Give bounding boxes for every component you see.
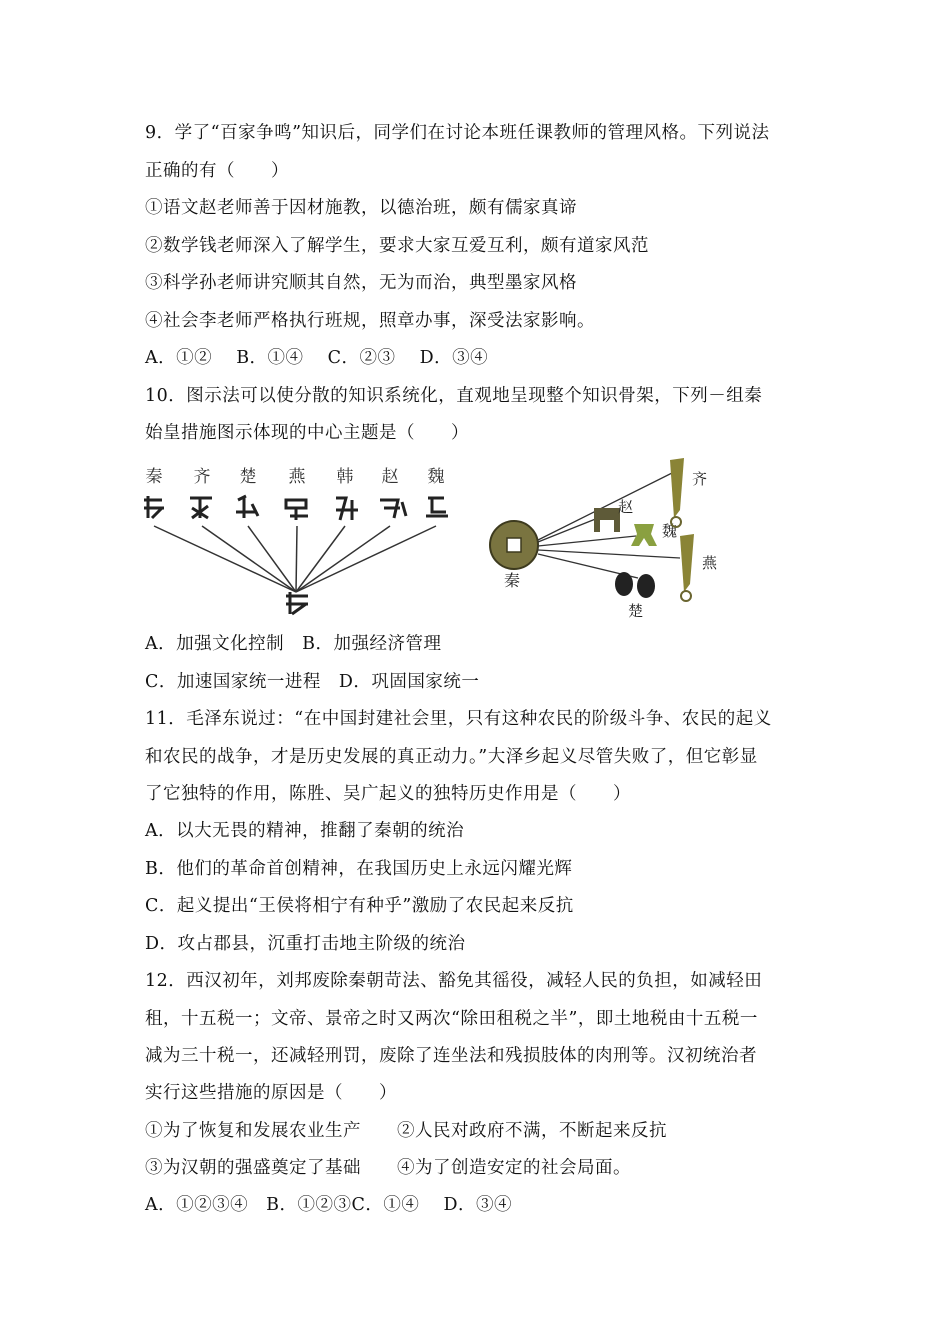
q10-answer-row2: C．加速国家统一进程 D．巩固国家统一 bbox=[145, 672, 480, 692]
q10-stem-line2: 始皇措施图示体现的中心主题是（ ） bbox=[145, 423, 469, 443]
q12-answer-choices: A．①②③④ B．①②③C．①④ D．③④ bbox=[145, 1195, 512, 1215]
glyph-unified-qin bbox=[286, 592, 308, 614]
antnose-coin-1 bbox=[615, 572, 633, 596]
glyph-han bbox=[336, 498, 358, 520]
glyph-qin bbox=[144, 496, 164, 518]
q9-answer-choices: A．①② B．①④ C．②③ D．③④ bbox=[145, 348, 489, 368]
q9-statement-1: ①语文赵老师善于因材施教，以德治班，颇有儒家真谛 bbox=[145, 198, 577, 218]
glyph-chu bbox=[236, 496, 258, 518]
q11-option-d: D．攻占郡县，沉重打击地主阶级的统治 bbox=[145, 934, 466, 954]
q9-statement-2: ②数学钱老师深入了解学生，要求大家互爱互利，颇有道家风范 bbox=[145, 236, 649, 256]
q9-statement-3: ③科学孙老师讲究顺其自然，无为而治，典型墨家风格 bbox=[145, 273, 577, 293]
coin-label-qi: 齐 bbox=[692, 470, 708, 488]
q11-option-c: C．起义提出“王侯将相宁有种乎”激励了农民起来反抗 bbox=[145, 896, 574, 916]
knife-coin-yan bbox=[680, 534, 694, 592]
q11-stem-line1: 11．毛泽东说过：“在中国封建社会里，只有这种农民的阶级斗争、农民的起义 bbox=[145, 709, 772, 729]
q11-stem-line2: 和农民的战争，才是历史发展的真正动力。”大泽乡起义尽管失败了，但它彰显 bbox=[145, 747, 758, 767]
coin-label-chu: 楚 bbox=[628, 602, 644, 620]
spade-coin-zhao bbox=[594, 508, 620, 532]
coin-label-zhao: 赵 bbox=[618, 498, 634, 516]
q10-stem-line1: 10．图示法可以使分散的知识系统化，直观地呈现整个知识骨架，下列－组秦 bbox=[145, 386, 763, 406]
coin-label-yan: 燕 bbox=[702, 554, 718, 572]
state-label-han: 韩 bbox=[336, 467, 354, 487]
q12-stem-line1: 12．西汉初年，刘邦废除秦朝苛法、豁免其徭役，减轻人民的负担，如减轻田 bbox=[145, 971, 763, 991]
unified-script-figure bbox=[140, 460, 460, 625]
state-label-zhao: 赵 bbox=[381, 467, 399, 487]
q9-stem-line1: 9．学了“百家争鸣”知识后，同学们在讨论本班任课教师的管理风格。下列说法 bbox=[145, 123, 770, 143]
q12-statements-row2: ③为汉朝的强盛奠定了基础 ④为了创造安定的社会局面。 bbox=[145, 1158, 631, 1178]
q11-option-b: B．他们的革命首创精神，在我国历史上永远闪耀光辉 bbox=[145, 859, 573, 879]
glyph-wei bbox=[426, 498, 448, 516]
q9-stem-line2: 正确的有（ ） bbox=[145, 161, 289, 181]
state-label-yan: 燕 bbox=[288, 467, 306, 487]
coin-label-qin: 秦 bbox=[504, 571, 521, 590]
q12-stem-line2: 租，十五税一；文帝、景帝之时又两次“除田租税之半”，即土地税由十五税一 bbox=[145, 1009, 758, 1029]
state-label-qi: 齐 bbox=[193, 467, 211, 487]
banliang-coin bbox=[490, 521, 538, 569]
unified-currency-figure bbox=[478, 450, 728, 622]
coin-label-wei: 魏 bbox=[662, 522, 678, 540]
q12-statements-row1: ①为了恢复和发展农业生产 ②人民对政府不满，不断起来反抗 bbox=[145, 1121, 667, 1141]
glyph-qi bbox=[190, 498, 212, 518]
state-label-qin: 秦 bbox=[145, 467, 163, 487]
q11-stem-line3: 了它独特的作用，陈胜、吴广起义的独特历史作用是（ ） bbox=[145, 784, 631, 804]
q10-answer-row1: A．加强文化控制 B．加强经济管理 bbox=[145, 634, 442, 654]
q12-stem-line4: 实行这些措施的原因是（ ） bbox=[145, 1083, 397, 1103]
knife-coin-qi bbox=[670, 458, 684, 518]
antnose-coin-2 bbox=[637, 574, 655, 598]
q9-statement-4: ④社会李老师严格执行班规，照章办事，深受法家影响。 bbox=[145, 311, 595, 331]
spade-coin-wei bbox=[631, 524, 657, 546]
state-label-chu: 楚 bbox=[239, 467, 257, 487]
glyph-zhao bbox=[380, 500, 406, 518]
q11-option-a: A．以大无畏的精神，推翻了秦朝的统治 bbox=[145, 821, 465, 841]
convergence-lines bbox=[154, 526, 436, 592]
glyph-yan bbox=[286, 500, 308, 520]
currency-lines bbox=[538, 472, 680, 578]
state-label-wei: 魏 bbox=[427, 467, 445, 487]
q12-stem-line3: 减为三十税一，还减轻刑罚，废除了连坐法和残损肢体的肉刑等。汉初统治者 bbox=[145, 1046, 757, 1066]
